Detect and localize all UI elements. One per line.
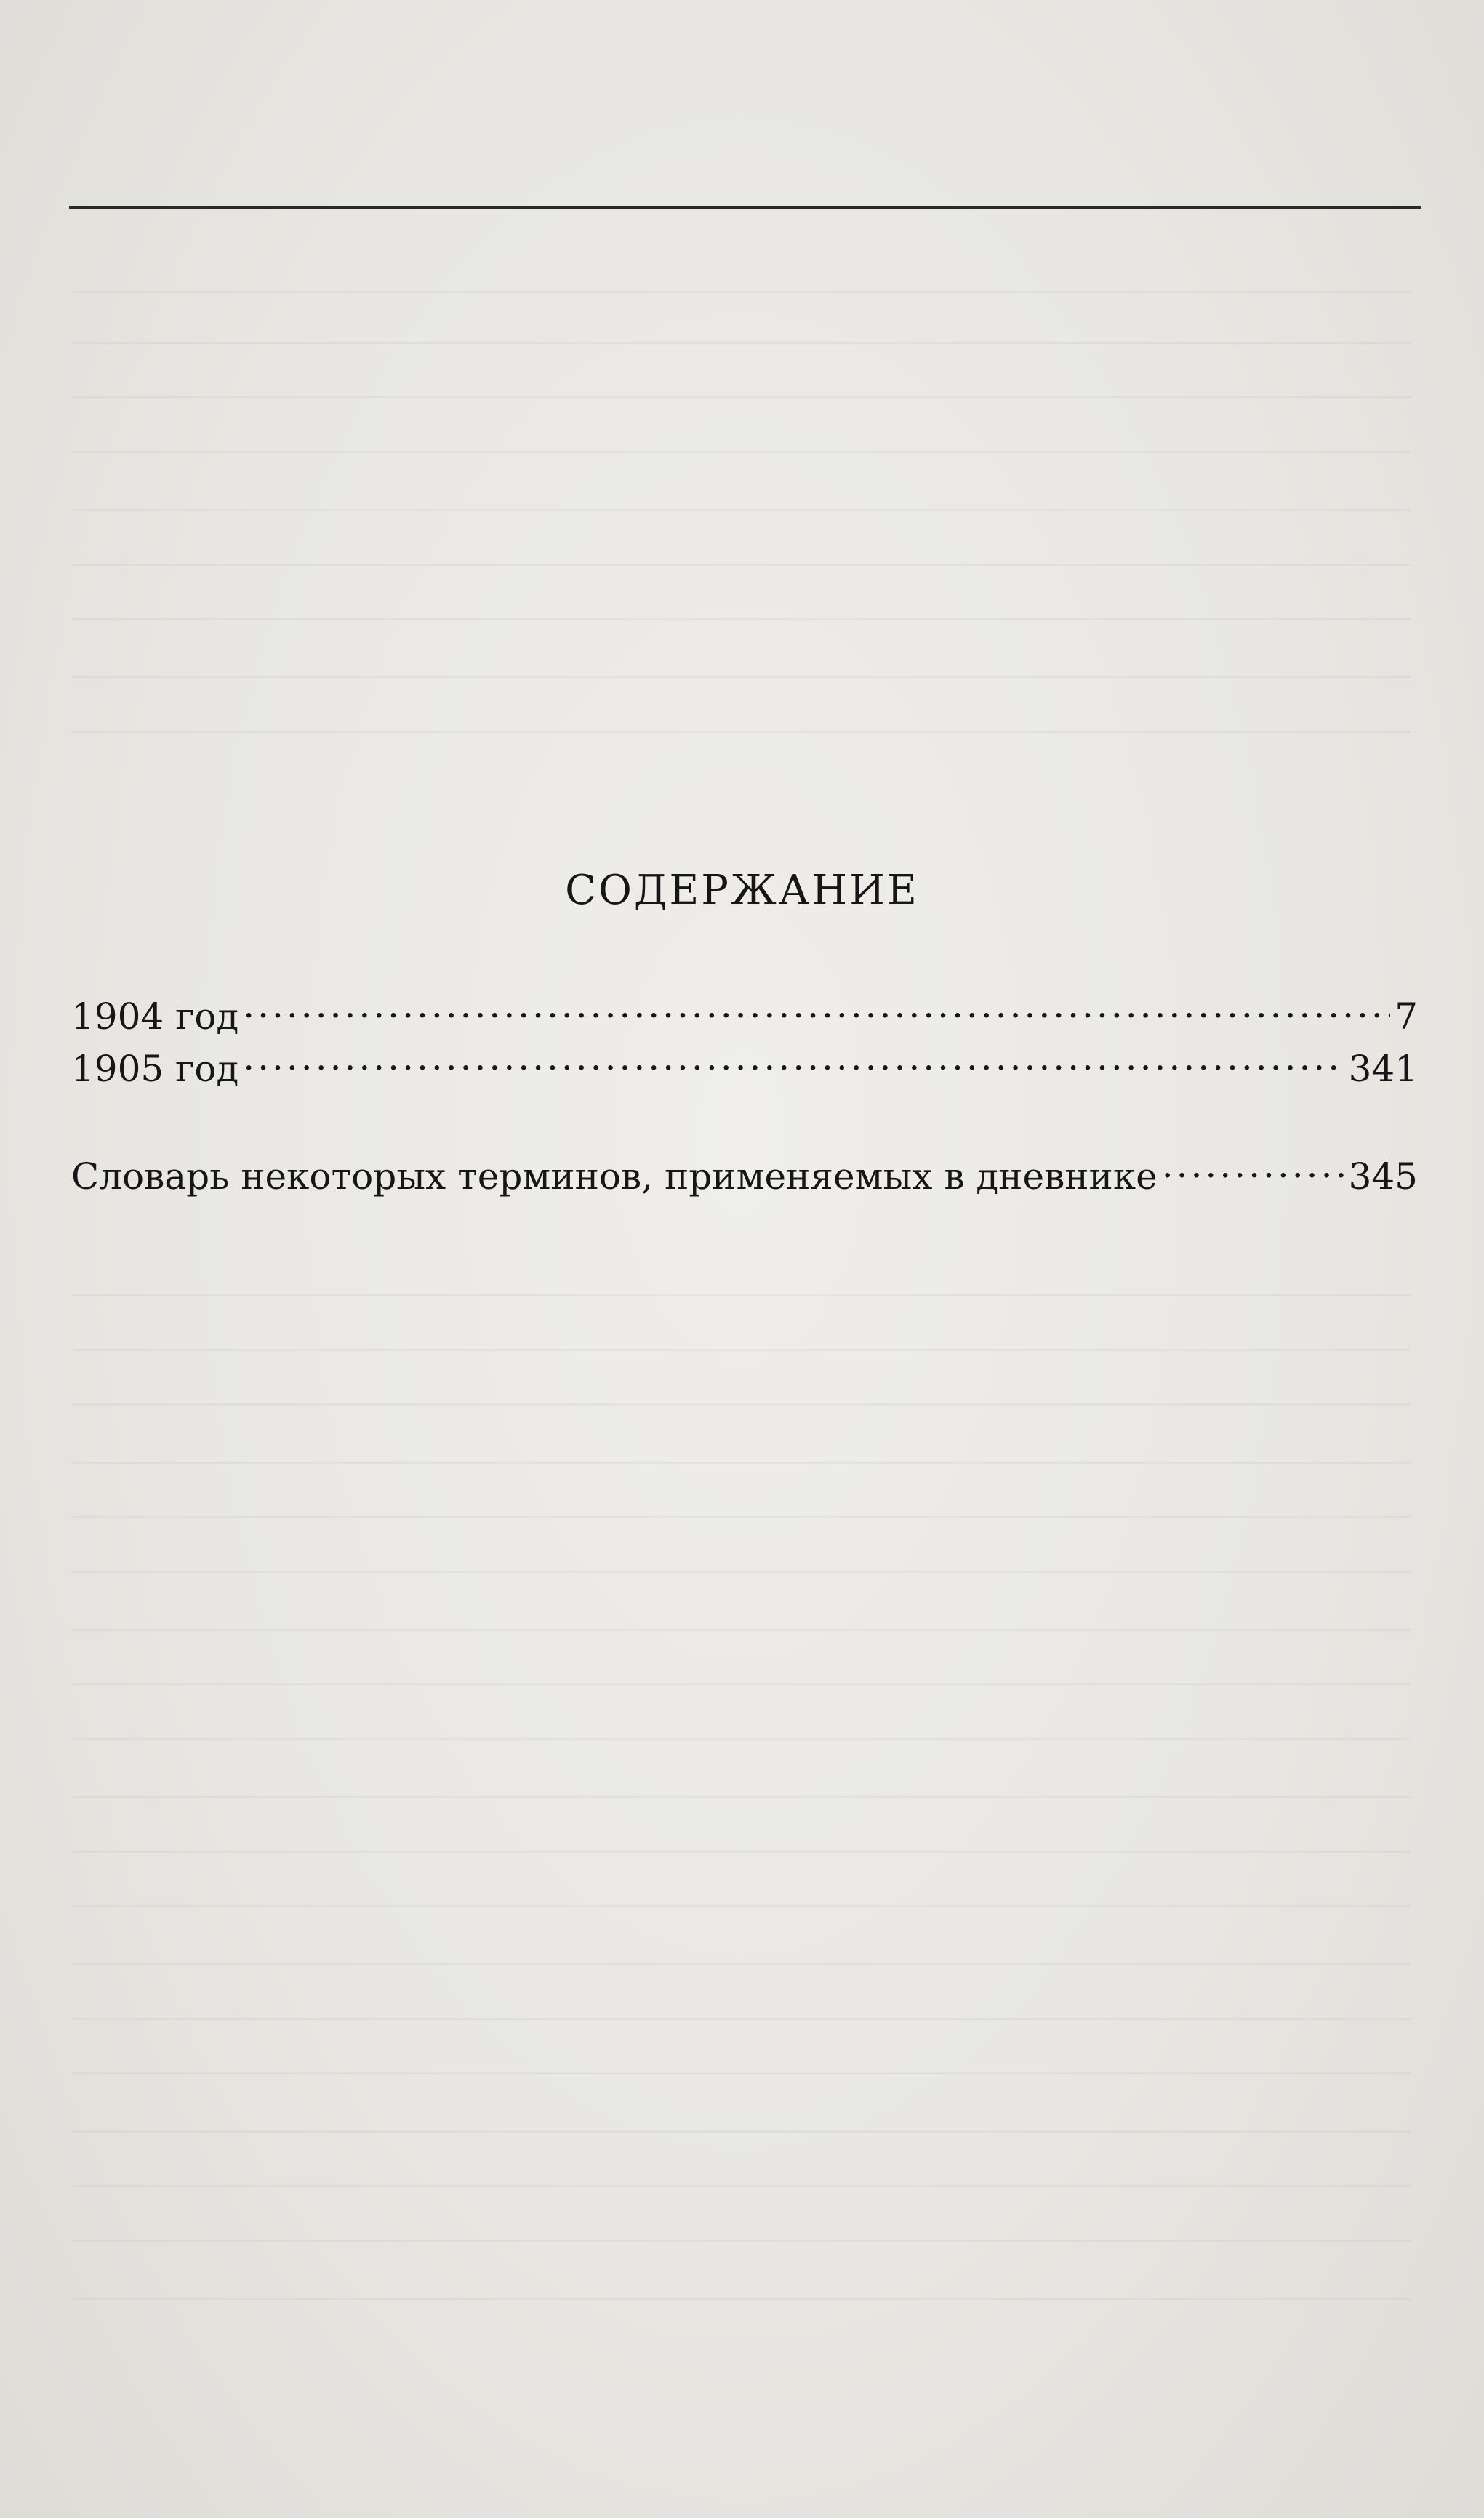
page-title: СОДЕРЖАНИЕ — [565, 867, 919, 914]
paper-texture-line — [73, 1963, 1411, 1965]
toc-entry-page-number: 341 — [1348, 1048, 1418, 1090]
toc-entry-label: Словарь некоторых терминов, применяемых в дневнике — [71, 1155, 1158, 1198]
paper-texture-line — [73, 2072, 1411, 2074]
toc-entry-label: 1905 год — [71, 1048, 239, 1090]
toc-entry-glossary[interactable] — [71, 1150, 1418, 1203]
paper-texture-line — [73, 1796, 1411, 1798]
paper-texture-line — [73, 2240, 1411, 2242]
paper-texture-line — [73, 1294, 1411, 1296]
paper-texture-line — [73, 396, 1411, 398]
toc-entry-page-number: 345 — [1348, 1155, 1418, 1198]
dot-leader — [1162, 1152, 1344, 1189]
paper-texture-line — [73, 1516, 1411, 1518]
paper-texture-line — [73, 1349, 1411, 1351]
paper-texture-line — [73, 1683, 1411, 1685]
header-rule — [69, 206, 1421, 209]
paper-texture-line — [73, 509, 1411, 511]
paper-texture-line — [73, 342, 1411, 344]
toc-entry-1905[interactable] — [71, 1043, 1418, 1095]
paper-texture-line — [73, 291, 1411, 293]
paper-texture-line — [73, 2130, 1411, 2133]
paper-texture-line — [73, 1571, 1411, 1573]
paper-texture-line — [73, 1851, 1411, 1853]
paper-texture-line — [73, 1629, 1411, 1631]
dot-leader — [243, 1045, 1344, 1081]
table-of-contents — [71, 990, 1418, 1203]
toc-entry-1904[interactable] — [71, 990, 1418, 1043]
paper-texture-line — [73, 451, 1411, 453]
toc-entry-label: 1904 год — [71, 995, 239, 1038]
paper-texture-line — [73, 676, 1411, 678]
paper-texture-line — [73, 1905, 1411, 1907]
paper-texture-line — [73, 564, 1411, 566]
paper-texture-line — [73, 1462, 1411, 1464]
paper-texture-line — [73, 1738, 1411, 1740]
paper-texture-line — [73, 1403, 1411, 1406]
paper-texture-line — [73, 2298, 1411, 2300]
paper-texture-line — [73, 2185, 1411, 2187]
dot-leader — [243, 993, 1390, 1029]
toc-entry-page-number: 7 — [1395, 995, 1418, 1038]
paper-texture-line — [73, 731, 1411, 733]
paper-texture-line — [73, 2018, 1411, 2020]
paper-texture-line — [73, 618, 1411, 620]
